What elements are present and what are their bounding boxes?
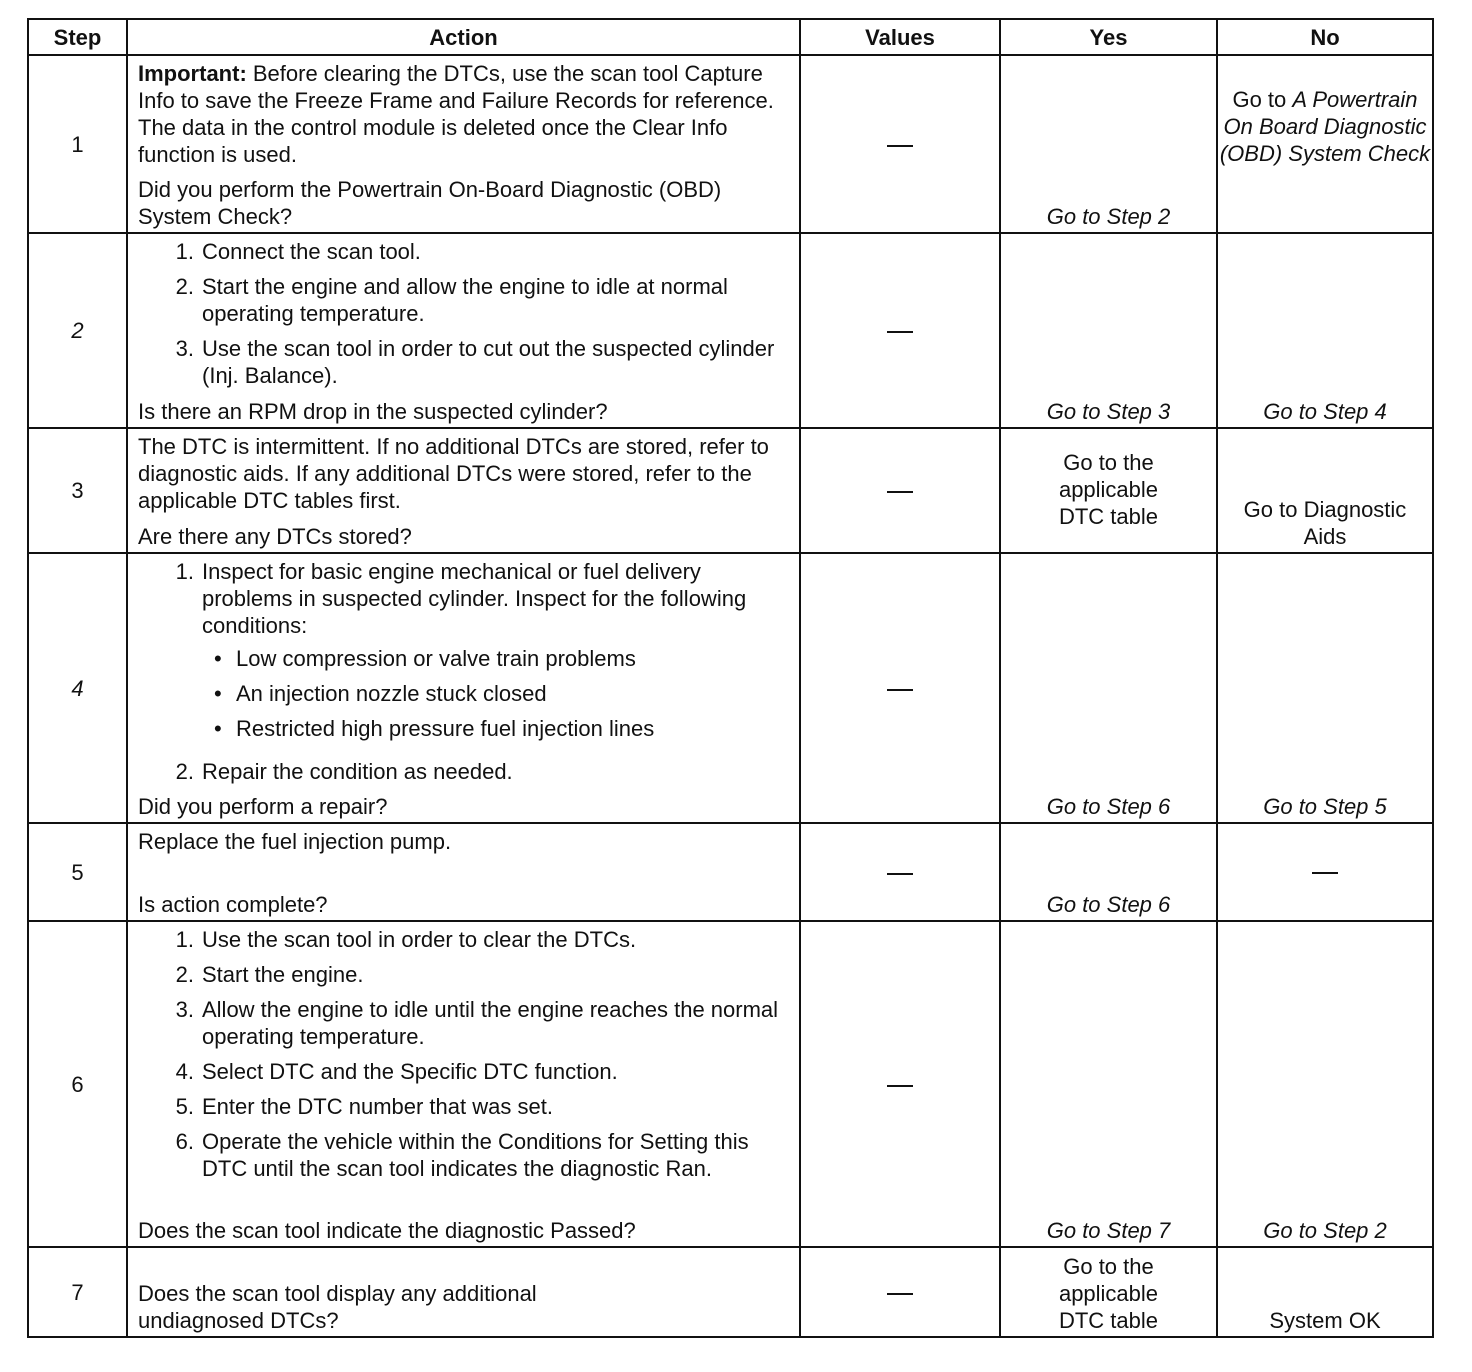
item-number: 6. [175, 1129, 194, 1154]
action-cell [127, 233, 800, 428]
item-number: 4. [175, 1059, 194, 1084]
table-row-step-7 [28, 1247, 1433, 1337]
em-dash [887, 689, 913, 691]
item-text: Connect the scan tool. [202, 239, 421, 264]
question-text: Did you perform the Powertrain On-Board Diagnostic (OBD) System Check? [138, 177, 722, 229]
action-text: The DTC is intermittent. If no additional DTCs are stored, refer to diagnostic aids. If any additional DTCs were stored, refer to the applicable DTC tables first. [138, 434, 769, 513]
question-text: Did you perform a repair? [138, 794, 388, 819]
em-dash [887, 145, 913, 147]
item-text [202, 558, 791, 750]
important-note [138, 60, 791, 168]
list-item [138, 926, 791, 953]
bullet-item [202, 680, 791, 707]
yes-link[interactable]: Go to Step 7 [1046, 1218, 1171, 1243]
step-number: 5 [28, 823, 127, 921]
values-cell [800, 823, 1000, 921]
list-item [138, 1128, 791, 1182]
item-text: Use the scan tool in order to cut out the suspected cylinder (Inj. Balance). [202, 336, 775, 388]
question-text: Are there any DTCs stored? [138, 524, 412, 549]
action-cell [127, 823, 800, 921]
bullet-dot-icon: • [214, 681, 222, 706]
no-cell [1217, 1247, 1433, 1337]
no-link[interactable]: Go to Diagnostic Aids [1243, 497, 1407, 549]
item-number: 3. [175, 336, 194, 361]
em-dash [887, 1293, 913, 1295]
header-row [28, 19, 1433, 55]
important-label: Important: [138, 61, 247, 86]
yes-cell [1000, 233, 1217, 428]
item-number: 1. [175, 927, 194, 952]
action-cell [127, 553, 800, 823]
item-text: Start the engine and allow the engine to idle at normal operating temperature. [202, 274, 728, 326]
item-text: Repair the condition as needed. [202, 759, 513, 784]
list-item [138, 335, 791, 389]
action-steps-list [138, 926, 791, 1190]
list-item [138, 961, 791, 988]
values-cell [800, 553, 1000, 823]
yes-link[interactable]: Go to Step 6 [1046, 892, 1171, 917]
table-row-step-2 [28, 233, 1433, 428]
item-number: 3. [175, 997, 194, 1022]
step-number: 2 [28, 233, 127, 428]
yes-cell [1000, 428, 1217, 553]
question-text: Is action complete? [138, 892, 328, 917]
action-content [138, 60, 791, 230]
item-number: 5. [175, 1094, 194, 1119]
no-link[interactable]: System OK [1269, 1308, 1381, 1333]
item-number: 2. [175, 274, 194, 299]
yes-cell [1000, 1247, 1217, 1337]
item-text: Start the engine. [202, 962, 364, 987]
list-item [138, 996, 791, 1050]
bullet-text: Restricted high pressure fuel injection lines [236, 716, 655, 741]
bullet-dot-icon: • [214, 716, 222, 741]
no-cell [1217, 55, 1433, 233]
em-dash [887, 873, 913, 875]
values-cell [800, 428, 1000, 553]
yes-link[interactable]: Go to Step 2 [1046, 204, 1171, 229]
list-item [138, 273, 791, 327]
no-cell [1217, 823, 1433, 921]
question-text: Does the scan tool display any additional undiagnosed DTCs? [138, 1281, 537, 1333]
item-number: 2. [175, 759, 194, 784]
item-text: Select DTC and the Specific DTC function. [202, 1059, 618, 1084]
no-link[interactable]: Go to Step 5 [1263, 794, 1387, 819]
action-content [138, 926, 791, 1244]
question-text: Does the scan tool indicate the diagnostic Passed? [138, 1218, 636, 1243]
yes-cell [1000, 823, 1217, 921]
table-row-step-1 [28, 55, 1433, 233]
yes-cell [1000, 55, 1217, 233]
bullet-text: An injection nozzle stuck closed [236, 681, 547, 706]
no-link[interactable]: Go to Step 4 [1263, 399, 1387, 424]
table-row-step-6 [28, 921, 1433, 1247]
list-item [138, 1093, 791, 1120]
item-text: Enter the DTC number that was set. [202, 1094, 553, 1119]
yes-link[interactable]: Go to Step 6 [1046, 794, 1171, 819]
values-cell [800, 921, 1000, 1247]
list-item [138, 558, 791, 750]
yes-cell [1000, 553, 1217, 823]
header-values: Values [800, 19, 1000, 55]
step-number: 3 [28, 428, 127, 553]
no-link[interactable]: Go to Step 2 [1263, 1218, 1387, 1243]
em-dash [887, 331, 913, 333]
item-text: Operate the vehicle within the Conditions for Setting this DTC until the scan tool indicates the diagnostic Ran. [202, 1129, 749, 1181]
item-text: Allow the engine to idle until the engine reaches the normal operating temperature. [202, 997, 779, 1049]
condition-bullets [202, 645, 791, 742]
diagnostic-table [27, 18, 1434, 1338]
list-item [138, 238, 791, 265]
values-cell [800, 55, 1000, 233]
step-number: 6 [28, 921, 127, 1247]
yes-cell [1000, 921, 1217, 1247]
action-steps-list [138, 558, 791, 793]
table-row-step-4 [28, 553, 1433, 823]
no-cell [1217, 921, 1433, 1247]
em-dash [1312, 872, 1338, 874]
header-action: Action [127, 19, 800, 55]
list-item [138, 758, 791, 785]
table-row-step-3 [28, 428, 1433, 553]
bullet-text: Low compression or valve train problems [236, 646, 636, 671]
bullet-item [202, 715, 791, 742]
no-cell [1217, 553, 1433, 823]
action-cell [127, 921, 800, 1247]
action-text: Replace the fuel injection pump. [138, 829, 452, 854]
yes-link[interactable]: Go to Step 3 [1046, 399, 1171, 424]
action-content [138, 238, 791, 425]
em-dash [887, 1085, 913, 1087]
no-cell [1217, 428, 1433, 553]
action-content [138, 558, 791, 820]
bullet-item [202, 645, 791, 672]
action-content [138, 433, 791, 550]
no-cell [1217, 233, 1433, 428]
question-text: Is there an RPM drop in the suspected cylinder? [138, 399, 608, 424]
header-step: Step [28, 19, 127, 55]
no-prefix: Go to [1232, 87, 1293, 112]
action-content [138, 828, 791, 918]
table-row-step-5 [28, 823, 1433, 921]
item-text-content: Inspect for basic engine mechanical or fuel delivery problems in suspected cylinder. Inspect for the following conditions: [202, 559, 747, 638]
header-no: No [1217, 19, 1433, 55]
yes-link[interactable]: Go to the applicable DTC table [1058, 1254, 1159, 1333]
item-number: 1. [175, 239, 194, 264]
bullet-dot-icon: • [214, 646, 222, 671]
action-cell [127, 1247, 800, 1337]
yes-link[interactable]: Go to the applicable DTC table [1058, 450, 1159, 529]
item-number: 2. [175, 962, 194, 987]
values-cell [800, 1247, 1000, 1337]
em-dash [887, 491, 913, 493]
list-item [138, 1058, 791, 1085]
action-cell [127, 55, 800, 233]
action-cell [127, 428, 800, 553]
step-number: 1 [28, 55, 127, 233]
step-number: 4 [28, 553, 127, 823]
header-yes: Yes [1000, 19, 1217, 55]
values-cell [800, 233, 1000, 428]
action-steps-list [138, 238, 791, 397]
important-text: Before clearing the DTCs, use the scan tool Capture Info to save the Freeze Frame and Failure Records for reference. The data in the control module is deleted once the Clear Info function is used. [138, 61, 774, 167]
item-text: Use the scan tool in order to clear the DTCs. [202, 927, 637, 952]
step-number: 7 [28, 1247, 127, 1337]
item-number: 1. [175, 559, 194, 584]
no-link[interactable]: A Powertrain On Board Diagnostic (OBD) System Check [1219, 87, 1431, 166]
